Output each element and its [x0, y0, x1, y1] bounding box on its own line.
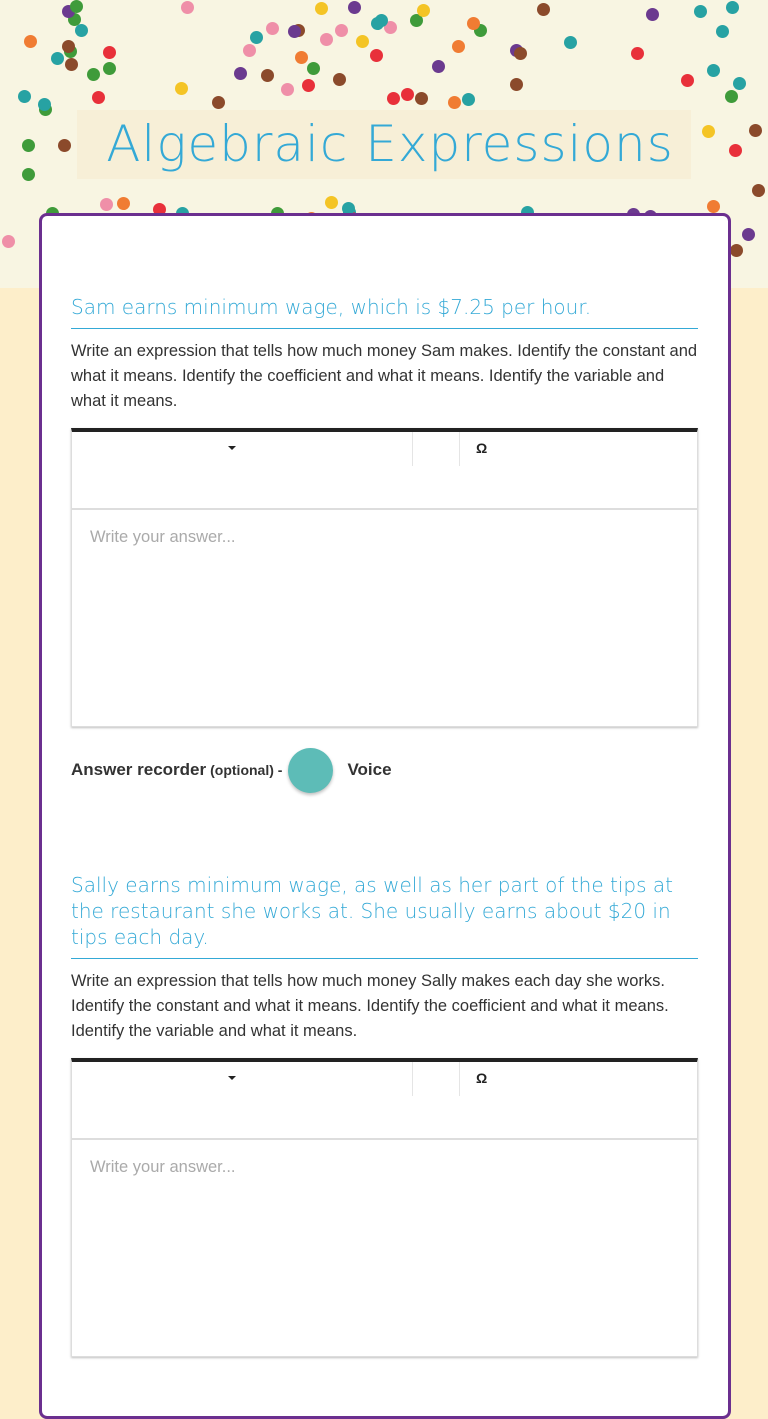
confetti-dot: [752, 184, 765, 197]
confetti-dot: [22, 168, 35, 181]
worksheet-card: [39, 213, 731, 1419]
confetti-dot: [702, 125, 715, 138]
confetti-dot: [87, 68, 100, 81]
recorder-label: Answer recorder: [71, 760, 207, 779]
confetti-dot: [514, 47, 527, 60]
chevron-down-icon: [228, 1076, 236, 1080]
confetti-dot: [725, 90, 738, 103]
confetti-dot: [65, 58, 78, 71]
confetti-dot: [302, 79, 315, 92]
special-characters-icon[interactable]: Ω: [476, 1070, 488, 1086]
confetti-dot: [181, 1, 194, 14]
confetti-dot: [103, 62, 116, 75]
confetti-dot: [452, 40, 465, 53]
confetti-dot: [462, 93, 475, 106]
question-title: Sally earns minimum wage, as well as her part of the tips at the restaurant she works at. She usually earns about $20 in tips each day.: [71, 872, 698, 959]
editor-toolbar: [72, 1062, 697, 1140]
editor-toolbar: [72, 432, 697, 510]
answer-input[interactable]: [88, 526, 685, 714]
toolbar-spacer: [412, 1062, 460, 1096]
chevron-down-icon: [228, 446, 236, 450]
confetti-dot: [726, 1, 739, 14]
record-button[interactable]: [288, 748, 333, 793]
confetti-dot: [175, 82, 188, 95]
question-1: [71, 294, 698, 793]
confetti-dot: [537, 3, 550, 16]
confetti-dot: [281, 83, 294, 96]
confetti-dot: [333, 73, 346, 86]
confetti-dot: [22, 139, 35, 152]
confetti-dot: [467, 17, 480, 30]
voice-label: Voice: [347, 760, 392, 779]
confetti-dot: [335, 24, 348, 37]
confetti-dot: [749, 124, 762, 137]
confetti-dot: [646, 8, 659, 21]
confetti-dot: [307, 62, 320, 75]
confetti-dot: [2, 235, 15, 248]
question-text: Write an expression that tells how much money Sam makes. Identify the constant and what it means. Identify the coefficient and what it means. Identify the variable and what it means.: [71, 342, 698, 410]
confetti-dot: [266, 22, 279, 35]
confetti-dot: [707, 200, 720, 213]
page-title: Algebraic Expressions: [106, 115, 674, 173]
confetti-dot: [370, 49, 383, 62]
confetti-dot: [348, 1, 361, 14]
confetti-dot: [24, 35, 37, 48]
confetti-dot: [681, 74, 694, 87]
toolbar-spacer: [412, 432, 460, 466]
answer-area: [72, 510, 697, 726]
confetti-dot: [387, 92, 400, 105]
question-title: Sam earns minimum wage, which is $7.25 per hour.: [71, 294, 698, 329]
confetti-dot: [62, 40, 75, 53]
confetti-dot: [261, 69, 274, 82]
answer-editor: [71, 1058, 698, 1357]
confetti-dot: [295, 51, 308, 64]
confetti-dot: [694, 5, 707, 18]
confetti-dot: [51, 52, 64, 65]
confetti-dot: [288, 25, 301, 38]
confetti-dot: [356, 35, 369, 48]
confetti-dot: [401, 88, 414, 101]
confetti-dot: [371, 17, 384, 30]
confetti-dot: [18, 90, 31, 103]
confetti-dot: [103, 46, 116, 59]
answer-editor: [71, 428, 698, 727]
confetti-dot: [564, 36, 577, 49]
special-characters-icon[interactable]: Ω: [476, 440, 488, 456]
confetti-dot: [117, 197, 130, 210]
confetti-dot: [415, 92, 428, 105]
question-2: [71, 872, 698, 1357]
confetti-dot: [250, 31, 263, 44]
recorder-optional: (optional) -: [210, 762, 283, 778]
format-dropdown[interactable]: [72, 432, 413, 466]
answer-area: [72, 1140, 697, 1356]
confetti-dot: [58, 139, 71, 152]
confetti-dot: [92, 91, 105, 104]
confetti-dot: [631, 47, 644, 60]
confetti-dot: [707, 64, 720, 77]
confetti-dot: [729, 144, 742, 157]
answer-input[interactable]: [88, 1156, 685, 1344]
confetti-dot: [234, 67, 247, 80]
confetti-dot: [70, 0, 83, 13]
confetti-dot: [243, 44, 256, 57]
confetti-dot: [432, 60, 445, 73]
confetti-dot: [38, 98, 51, 111]
confetti-dot: [325, 196, 338, 209]
confetti-dot: [315, 2, 328, 15]
confetti-dot: [716, 25, 729, 38]
confetti-dot: [75, 24, 88, 37]
confetti-dot: [733, 77, 746, 90]
confetti-dot: [742, 228, 755, 241]
confetti-dot: [100, 198, 113, 211]
format-dropdown[interactable]: [72, 1062, 413, 1096]
question-text: Write an expression that tells how much money Sally makes each day she works. Identify the constant and what it means. Identify the coefficient and what it means. Identify the variable and what it means.: [71, 972, 669, 1040]
confetti-dot: [510, 78, 523, 91]
confetti-dot: [730, 244, 743, 257]
confetti-dot: [417, 4, 430, 17]
confetti-dot: [320, 33, 333, 46]
answer-recorder: [71, 747, 698, 793]
